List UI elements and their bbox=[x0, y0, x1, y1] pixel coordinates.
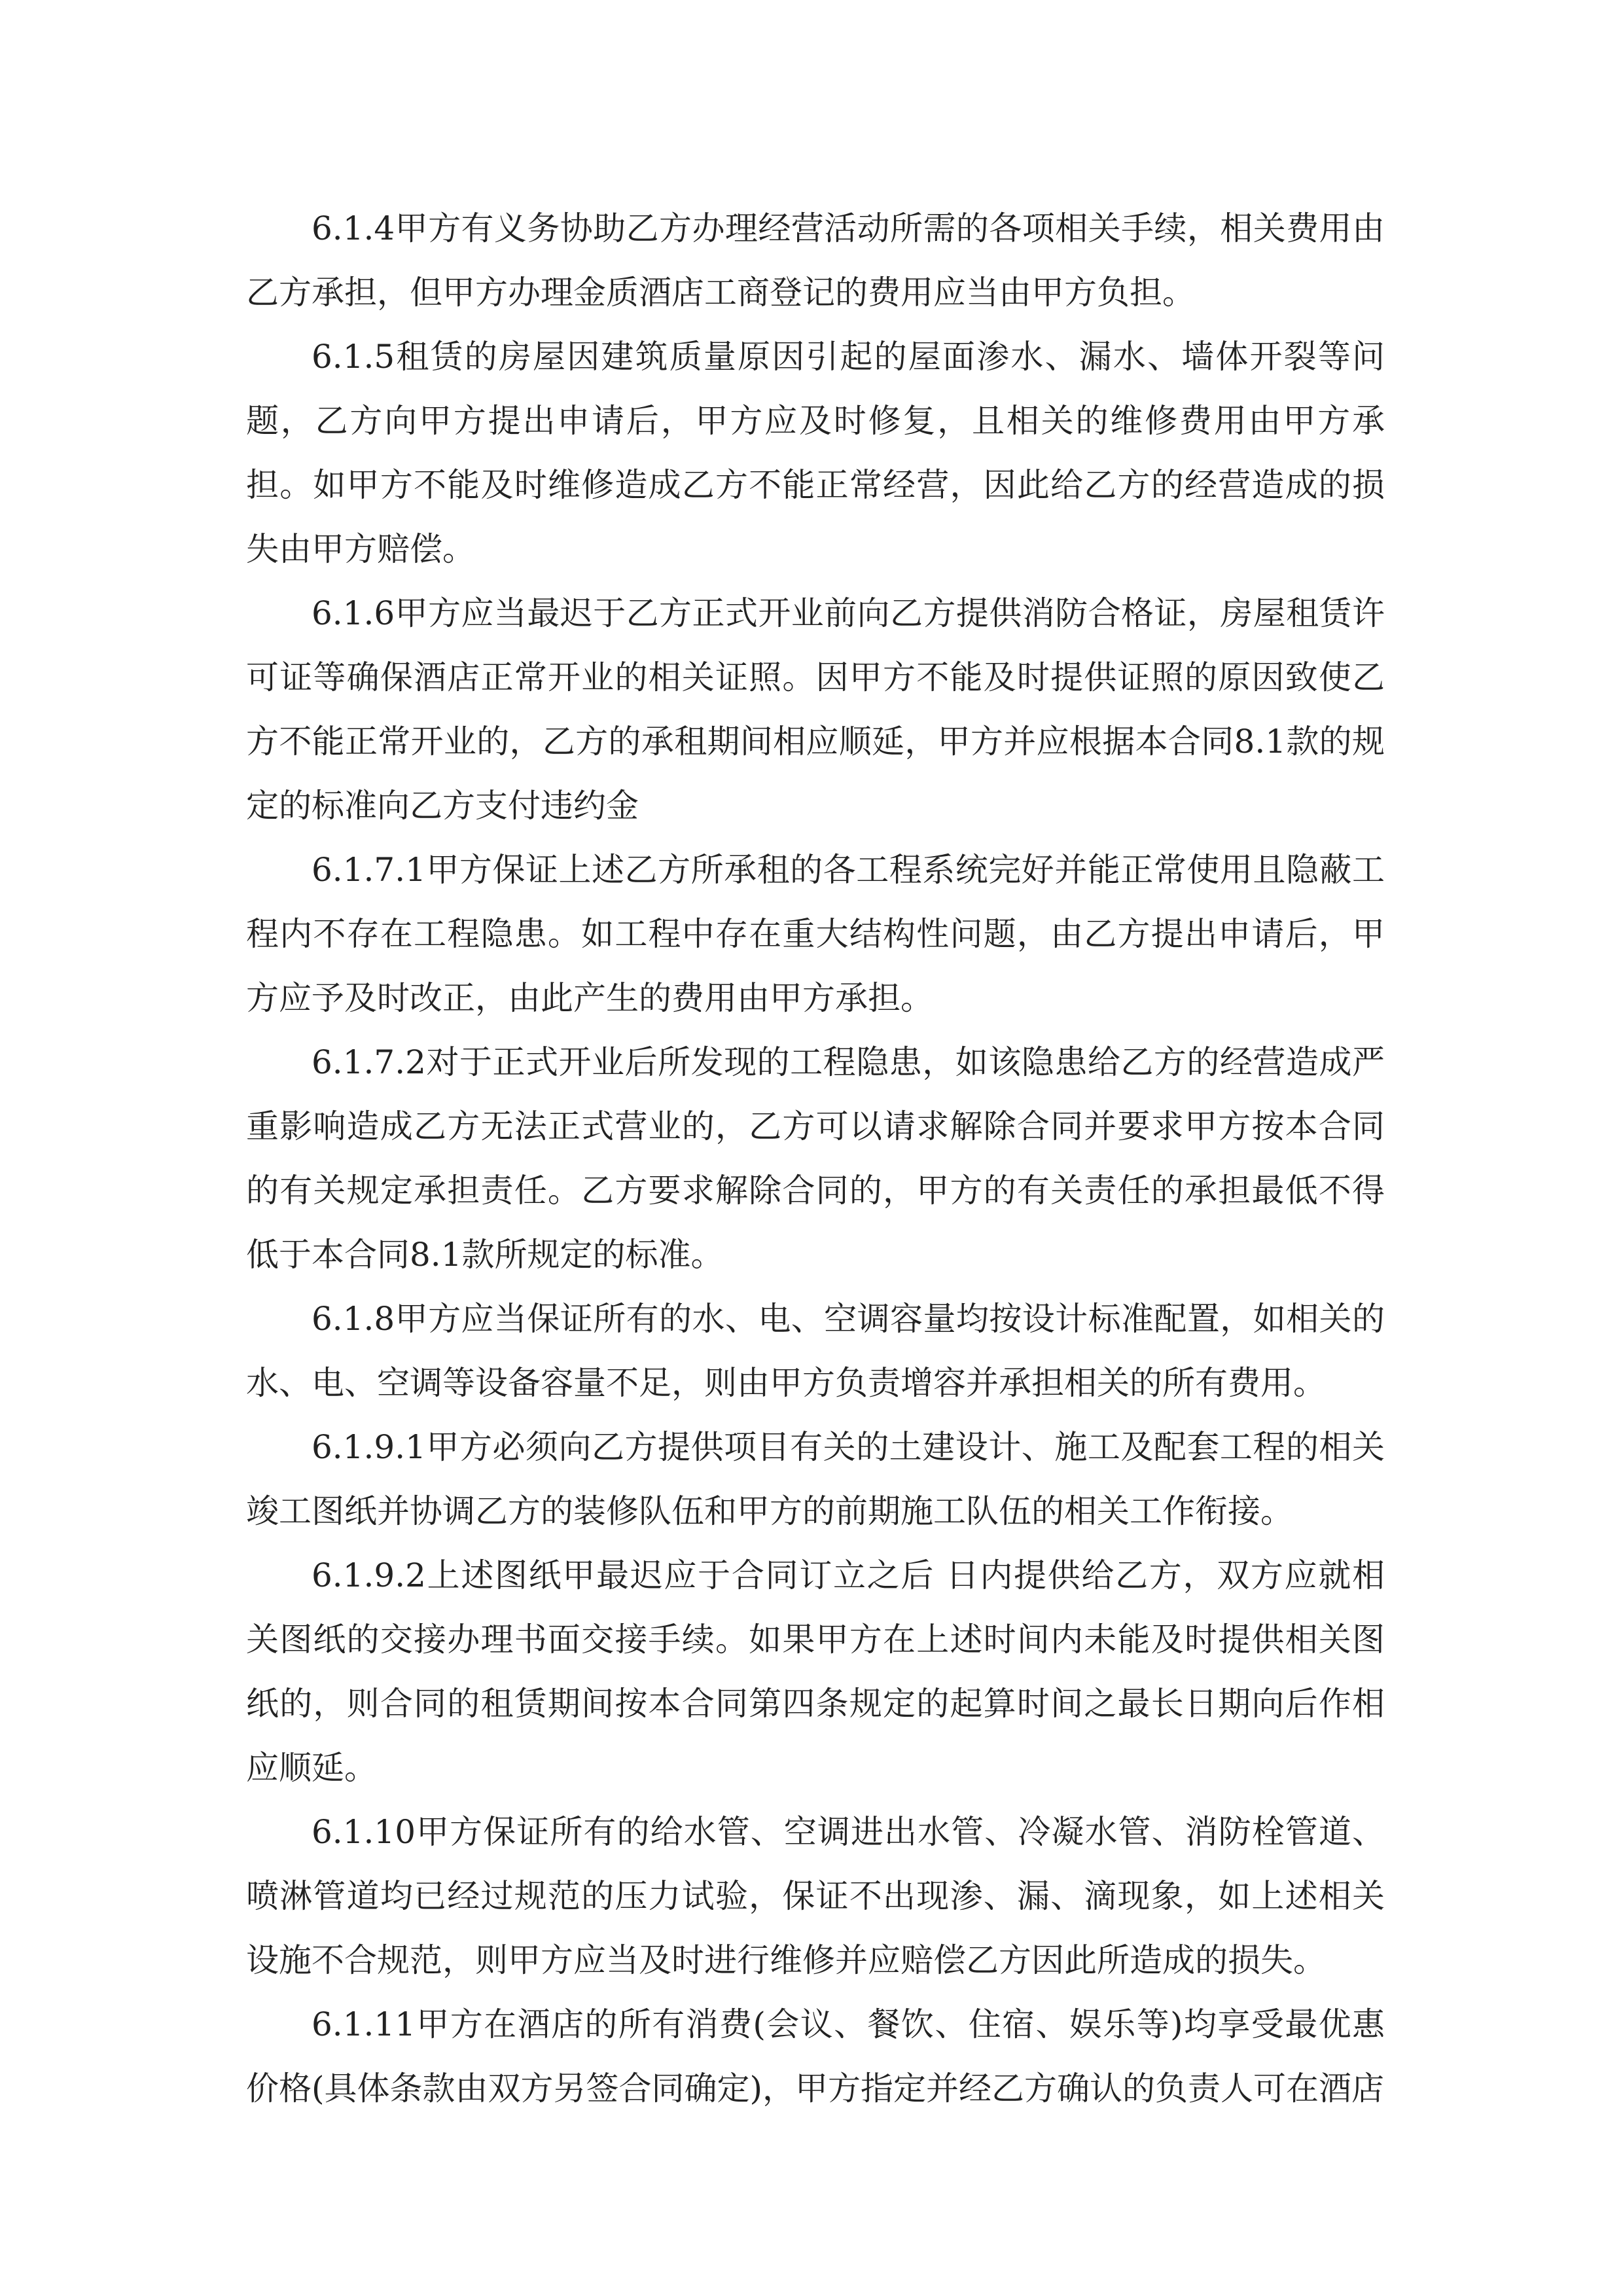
clause-6-1-6: 6.1.6甲方应当最迟于乙方正式开业前向乙方提供消防合格证，房屋租赁许可证等确保酒店正常开业的相关证照。因甲方不能及时提供证照的原因致使乙方不能正常开业的，乙方的承租期间相应顺延，甲方并应根据本合同8.1款的规定的标准向乙方支付违约金 bbox=[246, 594, 1385, 825]
clause-6-1-4: 6.1.4甲方有义务协助乙方办理经营活动所需的各项相关手续，相关费用由乙方承担，但甲方办理金质酒店工商登记的费用应当由甲方负担。 bbox=[246, 209, 1385, 312]
clause-6-1-9-1: 6.1.9.1甲方必须向乙方提供项目有关的土建设计、施工及配套工程的相关竣工图纸并协调乙方的装修队伍和甲方的前期施工队伍的相关工作衔接。 bbox=[246, 1428, 1385, 1530]
document-body bbox=[246, 196, 1385, 2121]
clause-6-1-10: 6.1.10甲方保证所有的给水管、空调进出水管、冷凝水管、消防栓管道、喷淋管道均已经过规范的压力试验，保证不出现渗、漏、滴现象，如上述相关设施不合规范，则甲方应当及时进行维修并应赔偿乙方因此所造成的损失。 bbox=[246, 1813, 1385, 1979]
clause-6-1-7-2: 6.1.7.2对于正式开业后所发现的工程隐患，如该隐患给乙方的经营造成严重影响造成乙方无法正式营业的，乙方可以请求解除合同并要求甲方按本合同的有关规定承担责任。乙方要求解除合同的，甲方的有关责任的承担最低不得低于本合同8.1款所规定的标准。 bbox=[246, 1043, 1385, 1274]
clause-6-1-8: 6.1.8甲方应当保证所有的水、电、空调容量均按设计标准配置，如相关的水、电、空调等设备容量不足，则由甲方负责增容并承担相关的所有费用。 bbox=[246, 1300, 1385, 1402]
clause-6-1-5: 6.1.5租赁的房屋因建筑质量原因引起的屋面渗水、漏水、墙体开裂等问题，乙方向甲方提出申请后，甲方应及时修复，且相关的维修费用由甲方承担。如甲方不能及时维修造成乙方不能正常经营，因此给乙方的经营造成的损失由甲方赔偿。 bbox=[246, 338, 1385, 568]
clause-6-1-11: 6.1.11甲方在酒店的所有消费(会议、餐饮、住宿、娱乐等)均享受最优惠价格(具体条款由双方另签合同确定)，甲方指定并经乙方确认的负责人可在酒店 bbox=[246, 2005, 1385, 2108]
clause-6-1-7-1: 6.1.7.1甲方保证上述乙方所承租的各工程系统完好并能正常使用且隐蔽工程内不存在工程隐患。如工程中存在重大结构性问题，由乙方提出申请后，甲方应予及时改正，由此产生的费用由甲方承担。 bbox=[246, 851, 1385, 1017]
clause-6-1-9-2: 6.1.9.2上述图纸甲最迟应于合同订立之后 日内提供给乙方，双方应就相关图纸的交接办理书面交接手续。如果甲方在上述时间内未能及时提供相关图纸的，则合同的租赁期间按本合同第四条规定的起算时间之最长日期向后作相应顺延。 bbox=[246, 1556, 1385, 1787]
